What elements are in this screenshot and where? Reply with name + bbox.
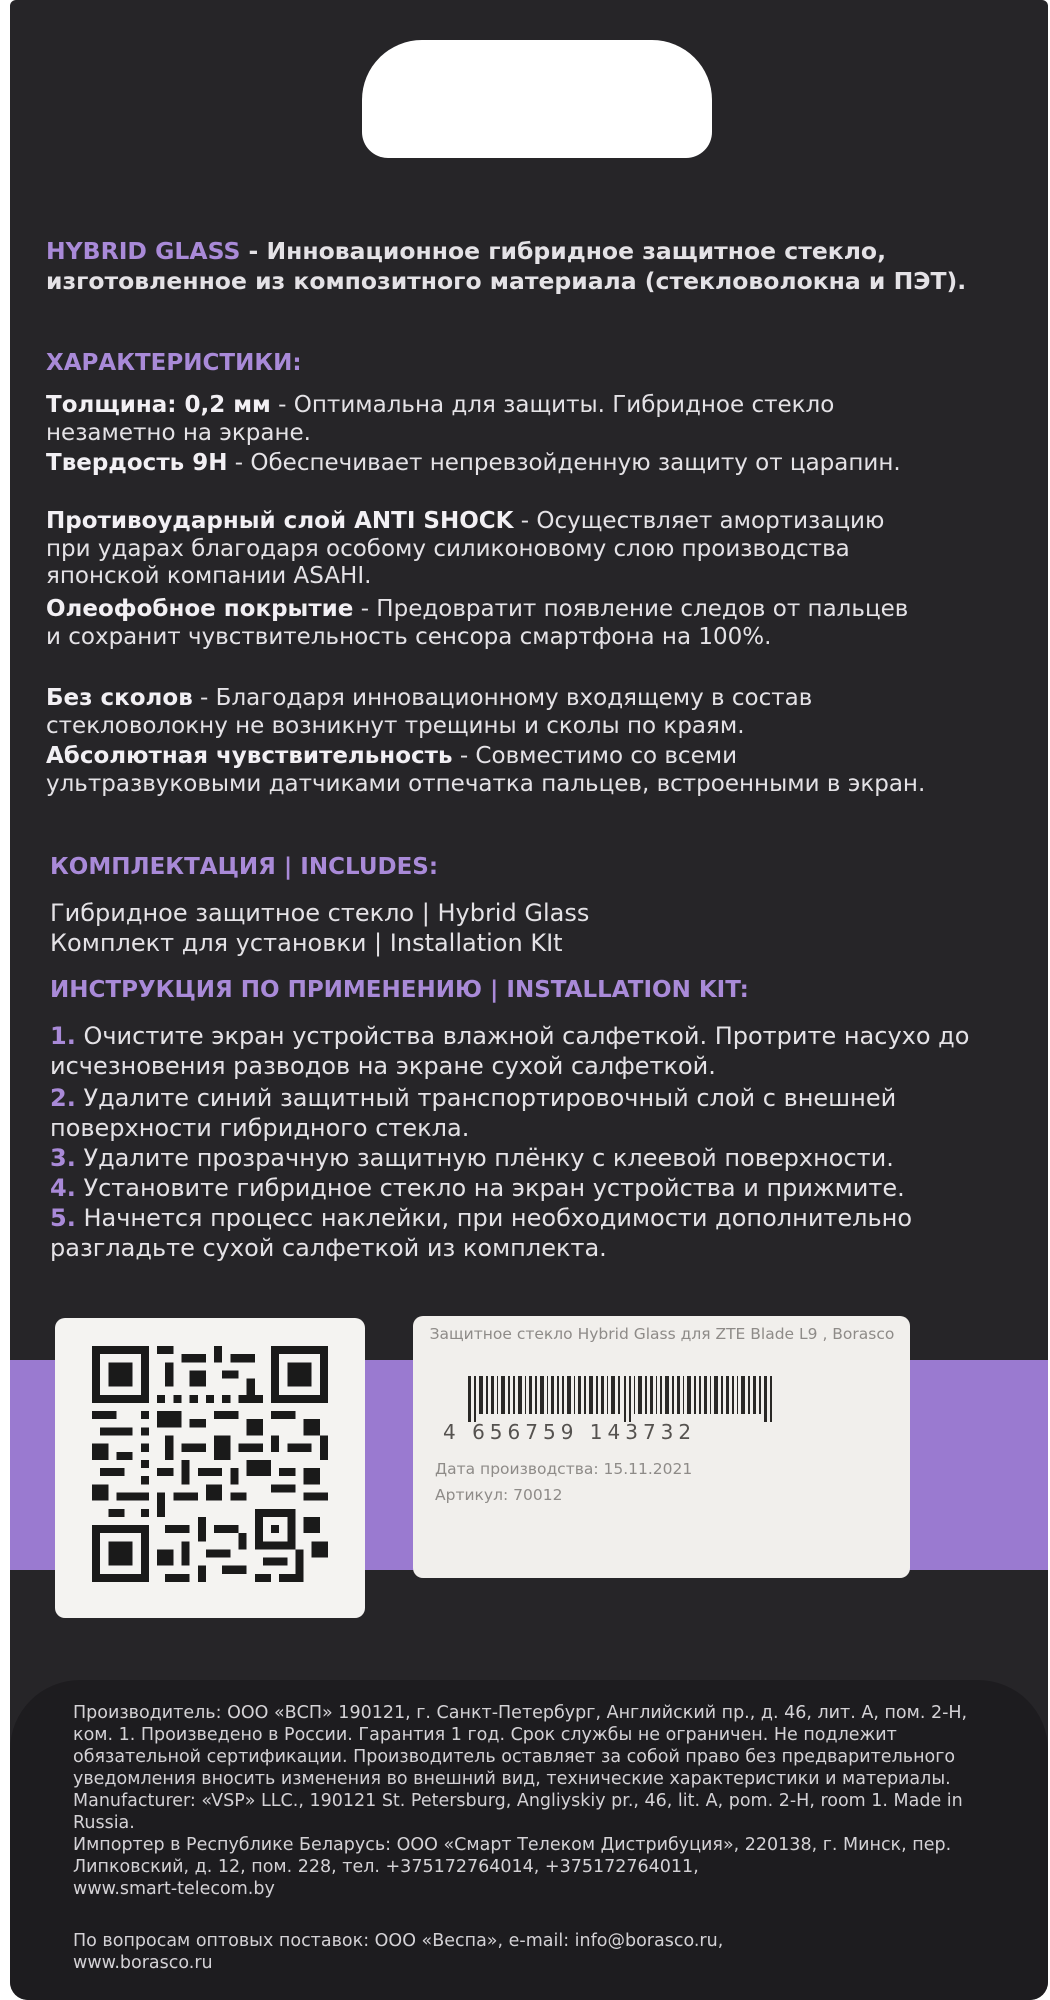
step-text: Установите гибридное стекло на экран устройства и прижмите. — [75, 1174, 905, 1202]
include-item: Гибридное защитное стекло | Hybrid Glass — [50, 899, 590, 927]
manufacturer-info: Производитель: ООО «ВСП» 190121, г. Санкт-Петербург, Английский пр., д. 46, лит. А, пом. 2-Н, ком. 1. Произведено в России. Гарантия 1 год. Срок службы не ограничен. Не подлежит обязательной сертификации. Производитель оставляет за собой право без предварительного уведомления вносить изменения во внешний вид, технические характеристики и материалы. Manufacturer: «VSP» LLC., 190121 St. Petersburg, Angliyskiy pr., 46, lit. A, pom. 2-H, room 1. Made in Russia. — [73, 1703, 968, 1833]
instruction-step — [50, 1083, 1020, 1143]
spec-name: Олеофобное покрытие — [46, 596, 354, 622]
step-number: 3. — [50, 1144, 76, 1172]
includes-heading: КОМПЛЕКТАЦИЯ | INCLUDES: — [50, 854, 439, 880]
spec-item — [46, 392, 926, 447]
spec-name: Противоударный слой ANTI SHOCK — [46, 508, 514, 534]
step-text: Начнется процесс наклейки, при необходимости дополнительно разгладьте сухой салфеткой из комплекта. — [50, 1204, 913, 1262]
production-date: Дата производства: 15.11.2021 — [435, 1460, 693, 1478]
footer-panel — [10, 1680, 1048, 2000]
step-number: 2. — [50, 1084, 76, 1112]
spec-name: Абсолютная чувствительность — [46, 743, 453, 769]
instruction-step — [50, 1143, 1020, 1173]
spec-desc: - Совместимо со всеми ультразвуковыми датчиками отпечатка пальцев, встроенными в экран. — [46, 743, 926, 797]
spec-name: Без сколов — [46, 685, 193, 711]
instructions-heading: ИНСТРУКЦИЯ ПО ПРИМЕНЕНИЮ | INSTALLATION KIT: — [50, 977, 749, 1003]
spec-desc: - Осуществляет амортизацию при ударах благодаря особому силиконовому слою производства японской компании ASAHI. — [46, 508, 885, 589]
instruction-step — [50, 1021, 1020, 1081]
package-back — [10, 0, 1048, 2000]
step-number: 4. — [50, 1174, 76, 1202]
importer-website[interactable]: www.smart-telecom.by — [73, 1879, 275, 1899]
wholesale-contact[interactable]: По вопросам оптовых поставок: ООО «Веспа», e-mail: info@borasco.ru, — [73, 1931, 724, 1951]
brand-name: HYBRID GLASS — [46, 237, 241, 265]
barcode-icon — [468, 1376, 868, 1422]
spec-item — [46, 743, 926, 798]
qr-code-image — [92, 1346, 328, 1582]
spec-item — [46, 685, 926, 740]
spec-item — [46, 508, 926, 591]
instruction-step — [50, 1203, 1020, 1263]
spec-name: Толщина: 0,2 мм — [46, 392, 271, 418]
spec-item — [46, 450, 926, 478]
hang-hole — [362, 40, 712, 158]
spec-name: Твердость 9Н — [46, 450, 228, 476]
spec-desc: - Предовратит появление следов от пальцев и сохранит чувствительность сенсора смартфона на 100%. — [46, 596, 909, 650]
step-text: Удалите прозрачную защитную плёнку с клеевой поверхности. — [75, 1144, 894, 1172]
barcode-digits: 4 656759 143732 — [443, 1420, 697, 1444]
sticker-product-name: Защитное стекло Hybrid Glass для ZTE Blade L9 , Borasco — [429, 1325, 895, 1343]
spec-desc: - Обеспечивает непревзойденную защиту от царапин. — [227, 450, 901, 476]
instruction-step — [50, 1173, 1020, 1203]
qr-code[interactable] — [55, 1318, 365, 1618]
intro-text: - Инновационное гибридное защитное стекло, изготовленное из композитного материала (стекловолокна и ПЭТ). — [46, 237, 967, 295]
spec-item — [46, 596, 926, 651]
step-text: Очистите экран устройства влажной салфеткой. Протрите насухо до исчезновения разводов на экране сухой салфеткой. — [50, 1022, 970, 1080]
product-sticker — [413, 1316, 910, 1578]
spec-desc: - Оптимальна для защиты. Гибридное стекло незаметно на экране. — [46, 392, 835, 446]
step-number: 5. — [50, 1204, 76, 1232]
spec-desc: - Благодаря инновационному входящему в состав стекловолокну не возникнут трещины и сколы по краям. — [46, 685, 813, 739]
intro-paragraph — [46, 236, 1006, 296]
step-number: 1. — [50, 1022, 76, 1050]
specs-heading: ХАРАКТЕРИСТИКИ: — [46, 350, 302, 376]
include-item: Комплект для установки | Installation KIt — [50, 929, 563, 957]
importer-info: Импортер в Республике Беларусь: ООО «Смарт Телеком Дистрибуция», 220138, г. Минск, пер. Липковский, д. 12, пом. 228, тел. +375172764014, +375172764011, — [73, 1835, 952, 1877]
article-number: Артикул: 70012 — [435, 1486, 563, 1504]
step-text: Удалите синий защитный транспортировочный слой с внешней поверхности гибридного стекла. — [50, 1084, 897, 1142]
brand-website[interactable]: www.borasco.ru — [73, 1953, 213, 1973]
